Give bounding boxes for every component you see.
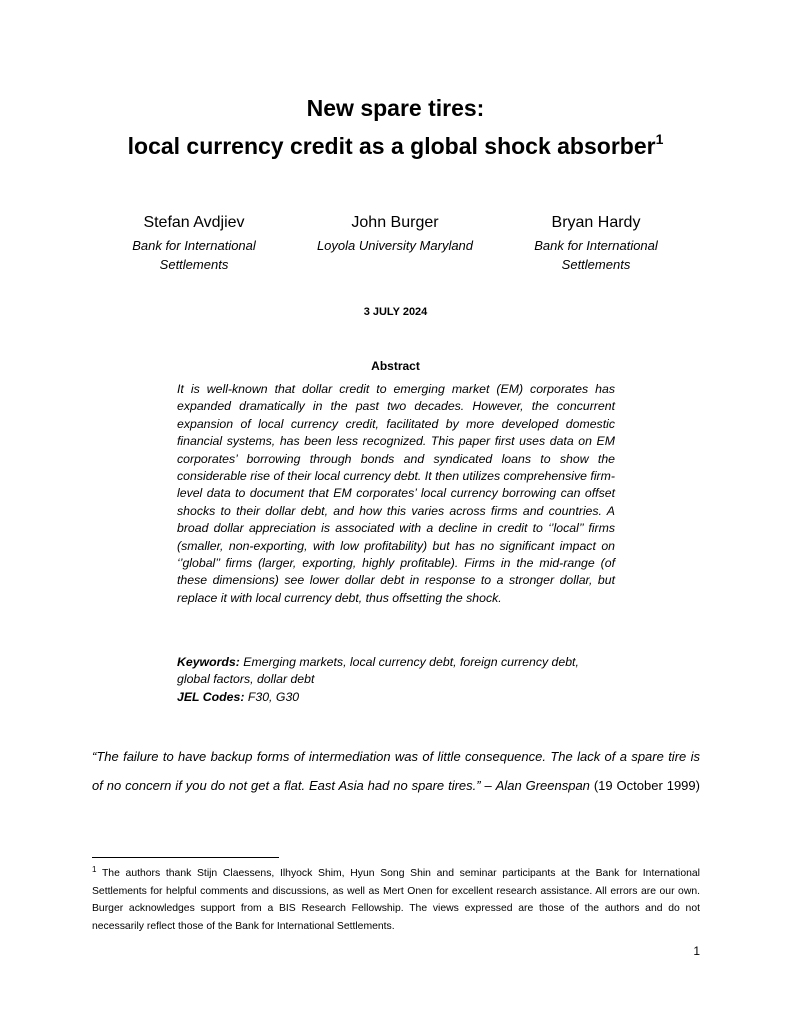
author-name: John Burger [351, 214, 439, 231]
title-line-1 [0, 92, 791, 124]
jel-value: F30, G30 [247, 689, 300, 704]
author-name: Stefan Avdjiev [143, 214, 245, 231]
author-block-1 [84, 210, 304, 274]
keywords-value-2: global factors, dollar debt [177, 672, 315, 687]
author-affiliation: Bank for International [534, 238, 658, 253]
abstract-heading: Abstract [371, 359, 420, 373]
page-number: 1 [693, 944, 700, 958]
keywords-block [177, 654, 617, 706]
footnote-text: The authors thank Stijn Claessens, Ilhyock Shim, Hyun Song Shin and seminar participants at the Bank for International Settlements for helpful comments and discussions, as well as Mert Onen for excellent research assistance. All errors are our own. Burger acknowledges support from a BIS Research Fellowship. The views expressed are those of the authors and do not necessarily reflect those of the Bank for International Settlements. [92, 868, 700, 932]
author-block-3 [486, 210, 706, 274]
footnote-marker: 1 [92, 865, 97, 874]
quote-date: (19 October 1999) [593, 778, 700, 793]
jel-line [177, 689, 617, 706]
title-line-2 [0, 130, 791, 162]
author-affiliation: Settlements [159, 257, 229, 272]
title-text-1: New spare tires: [306, 95, 485, 121]
jel-label: JEL Codes: [177, 689, 245, 704]
epigraph-quote [92, 742, 700, 800]
footnote [92, 865, 700, 935]
footnote-divider [92, 857, 279, 858]
keywords-value-1: Emerging markets, local currency debt, foreign currency debt, [243, 655, 579, 669]
abstract-text: It is well-known that dollar credit to emerging market (EM) corporates has expanded dramatically in the past two decades. However, the concurrent expansion of local currency credit, facilitated by more developed domestic financial systems, has been less recognized. This paper first uses data on EM corporates’ borrowing through bonds and syndicated loans to show the considerable rise of their local currency debt. It then utilizes comprehensive firm-level data to document that EM corporates’ local currency borrowing can offset shocks to their dollar debt, and how this varies across firms and countries. A broad dollar appreciation is associated with a decline in credit to ‘’local’’ firms (smaller, non-exporting, with low profitability) but has no significant impact on ‘’global’’ firms (larger, exporting, highly profitable). Firms in the mid-range (of these dimensions) see lower dollar debt in response to a stronger dollar, but replace it with local currency debt, thus offsetting the shock. [177, 382, 615, 605]
author-affiliation: Loyola University Maryland [316, 238, 474, 253]
title-text-2: local currency credit as a global shock absorber [127, 133, 656, 159]
author-name: Bryan Hardy [551, 214, 641, 231]
author-affiliation: Bank for International [132, 238, 256, 253]
publication-date: 3 JULY 2024 [363, 306, 428, 318]
quote-text: “The failure to have backup forms of intermediation was of little consequence. The lack of a spare tire is of no concern if you do not get a flat. East Asia had no spare tires.” – [92, 749, 700, 793]
author-block-2 [285, 210, 505, 255]
title-footnote-marker[interactable]: 1 [655, 131, 664, 147]
keywords-label: Keywords: [177, 655, 240, 669]
author-affiliation: Settlements [561, 257, 631, 272]
keywords-line-1 [177, 654, 617, 671]
quote-author: Alan Greenspan [495, 778, 590, 793]
